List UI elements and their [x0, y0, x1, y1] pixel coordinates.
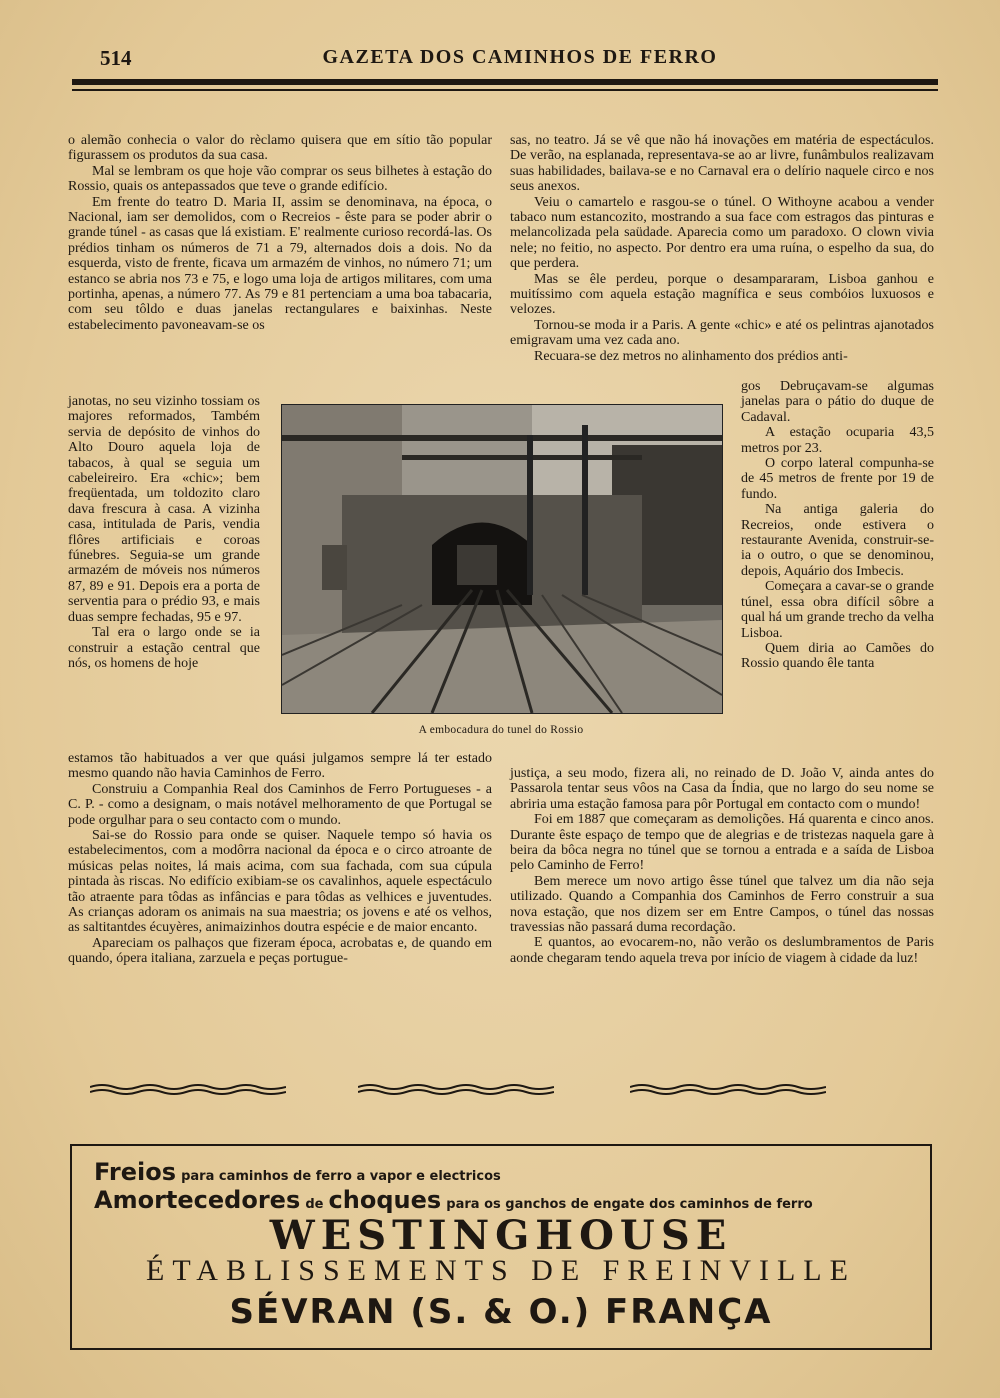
paragraph: Recuara-se dez metros no alinhamento dos prédios anti- [534, 348, 848, 364]
ad-brand-name: WESTINGHOUSE [269, 1212, 733, 1259]
paragraph: Em frente do teatro D. Maria II, assim se denominava, na época, o Nacional, iam ser demolidos, com o Recreios - êste para se poder abrir o grande túnel - as casas que lá existiam. E' realmente curioso recordá-las. Os prédios tinham os números de 71 a 79, alternados dois a dois. No da esquerda, visto de frente, ficava um armazém de vinhos, no número 71; um estanco se abria nos 73 e 75, e logo uma loja de artigos militares, com uma portinha, apenas, a número 77. As 79 e 81 pertenciam a uma boa tabacaria, com seu tôldo e duas janelas rectangulares e baixinhas. Neste estabelecimento pavoneavam-se os [68, 194, 492, 333]
ad-line-brakes [94, 1158, 501, 1186]
page-number: 514 [100, 46, 132, 70]
ad-company-name: ÉTABLISSEMENTS DE FREINVILLE [146, 1254, 856, 1287]
article-column-right-narrow [741, 379, 934, 672]
article-column-left-bottom [68, 751, 492, 967]
article-column-left-narrow [68, 394, 260, 671]
westinghouse-advertisement [70, 1144, 932, 1350]
header-rule-thin [72, 89, 938, 91]
paragraph: Apareciam os palhaços que fizeram época, acrobatas e, de quando em quando, ópera italiana, zarzuela e peças portugue- [68, 935, 492, 967]
paragraph: justiça, a seu modo, fizera ali, no reinado de D. João V, ainda antes do Passarola tentar seus vôos na Casa da Índia, que no largo do seu nome se abriria uma estação famosa para pôr Portugal em contacto com o mundo! [510, 766, 934, 812]
ad-text: para caminhos de ferro a vapor e electricos [181, 1169, 501, 1184]
page-header [100, 46, 940, 74]
paragraph: o alemão conhecia o valor do rèclamo quisera que em sítio tão popular figurassem os produtos da sua casa. [68, 133, 492, 164]
ornament-divider [630, 1083, 826, 1097]
publication-title: GAZETA DOS CAMINHOS DE FERRO [322, 46, 718, 68]
ad-word: Amortecedores [94, 1186, 301, 1214]
paragraph: E quantos, ao evocarem-no, não verão os deslumbramentos de Paris aonde chegaram tendo aquela treva por início de viagem à cidade da luz! [510, 935, 934, 966]
ad-word: choques [328, 1186, 442, 1214]
paragraph: Tal era o largo onde se ia construir a estação central que nós, os homens de hoje [68, 625, 260, 671]
ad-line-shock-absorbers [94, 1186, 813, 1214]
paragraph: Veiu o camartelo e rasgou-se o túnel. O Withoyne acabou a vender tabaco num estancozito, mostrando a sua face com estragos das pinturas e melancolizada pela saüdade. Aparecia como um paradoxo. O clown vivia nele; no feitio, no aspecto. Por dentro era uma ruína, o espelho da sua, do que perdera. [510, 194, 934, 272]
tunnel-photograph [281, 404, 723, 714]
paragraph: gos Debruçavam-se algumas janelas para o pátio do duque de Cadaval. [741, 379, 934, 425]
ornament-divider [90, 1083, 286, 1097]
ad-word: Freios [94, 1158, 176, 1186]
paragraph: Na antiga galeria do Recreios, onde estivera o restaurante Avenida, construir-se-ia o outro, o que se denominou, depois, Aquário dos Imbecis. [741, 502, 934, 579]
ad-location: SÉVRAN (S. & O.) FRANÇA [229, 1292, 773, 1332]
article-column-right-top [510, 133, 934, 364]
ad-text: para os ganchos de engate dos caminhos de ferro [446, 1197, 813, 1212]
paragraph: Sai-se do Rossio para onde se quiser. Naquele tempo só havia os estabelecimentos, com a modôrra nacional da época e o circo atroante de músicas pelas noites, lá mais acima, com sua fachada, com sua cúpula pintada às riscas. No edifício exibiam-se os cavalinhos, aquele espectáculo tão atraente para tôdas as infâncias e para tôdas as velhices e juventudes. As crianças adoram os animais na sua maestria; os jovens e até os velhos, as saltitantdes écuyères, animaizinhos doutra espécie e de maior encanto. [68, 828, 492, 936]
paragraph: Tornou-se moda ir a Paris. A gente «chic» e até os pelintras ajanotados emigravam uma vez cada ano. [510, 317, 934, 349]
paragraph: janotas, no seu vizinho tossiam os majores reformados, Também servia de depósito de vinhos do Alto Douro aquela loja de tabacos, à qual se seguia um cabeleireiro. Era «chic»; bem freqüentada, um toldozito claro dava frescura à casa. A vizinha casa, intitulada de Paris, vendia flôres artificiais e coroas fúnebres. Seguia-se um grande armazém de móveis nos números 87, 89 e 91. Depois era a porta de serventia para o prédio 93, e mais duas sempre fechadas, 95 e 97. [68, 394, 260, 625]
paragraph: Quem diria ao Camões do Rossio quando êle tanta [741, 640, 934, 672]
paragraph: Começara a cavar-se o grande túnel, essa obra difícil sôbre a qual há um grande trecho da velha Lisboa. [741, 579, 934, 641]
photo-caption: A embocadura do tunel do Rossio [418, 724, 584, 736]
article-column-right-bottom [510, 766, 934, 966]
ad-text: de [305, 1197, 324, 1212]
paragraph: A estação ocuparia 43,5 metros por 23. [741, 425, 934, 456]
paragraph: Foi em 1887 que começaram as demolições. Há quarenta e cinco anos. Durante êste espaço de tempo que de alegrias e de tristezas naquela gare à beira da bôca negra no túnel que se tornou a entrada e a saída de Lisboa pelo Caminho de Ferro! [510, 812, 934, 874]
paragraph: sas, no teatro. Já se vê que não há inovações em matéria de espectáculos. De verão, na esplanada, representava-se ao ar livre, funâmbulos realizavam suas habilidades, bailava-se e no Carnaval era o delírio naquele circo e nos seus anexos. [510, 133, 934, 195]
ornament-divider [358, 1083, 554, 1097]
article-column-left-top [68, 133, 492, 333]
paragraph: Construiu a Companhia Real dos Caminhos de Ferro Portugueses - a C. P. - como a designam, o mais notável melhoramento de que Portugal se pode orgulhar para o seu contacto com o mundo. [68, 781, 492, 828]
paragraph: Mas se êle perdeu, porque o desampararam, Lisboa ganhou e muitíssimo com aquela estação magnífica e seus combóios luxuosos e velozes. [510, 271, 934, 318]
paragraph: Bem merece um novo artigo êsse túnel que talvez um dia não seja utilizado. Quando a Companhia dos Caminhos de Ferro construir a sua nova estação, que nos dizem ser em Entre Campos, o túnel das nossas travessias não passará duma recordação. [510, 873, 934, 936]
paragraph: O corpo lateral compunha-se de 45 metros de frente por 19 de fundo. [741, 456, 934, 502]
paragraph: Mal se lembram os que hoje vão comprar os seus bilhetes à estação do Rossio, quais os antepassados que teve o grande edifício. [68, 163, 492, 195]
paragraph: estamos tão habituados a ver que quási julgamos sempre lá ter estado mesmo quando não havia Caminhos de Ferro. [68, 751, 492, 782]
header-rule-thick [72, 79, 938, 85]
